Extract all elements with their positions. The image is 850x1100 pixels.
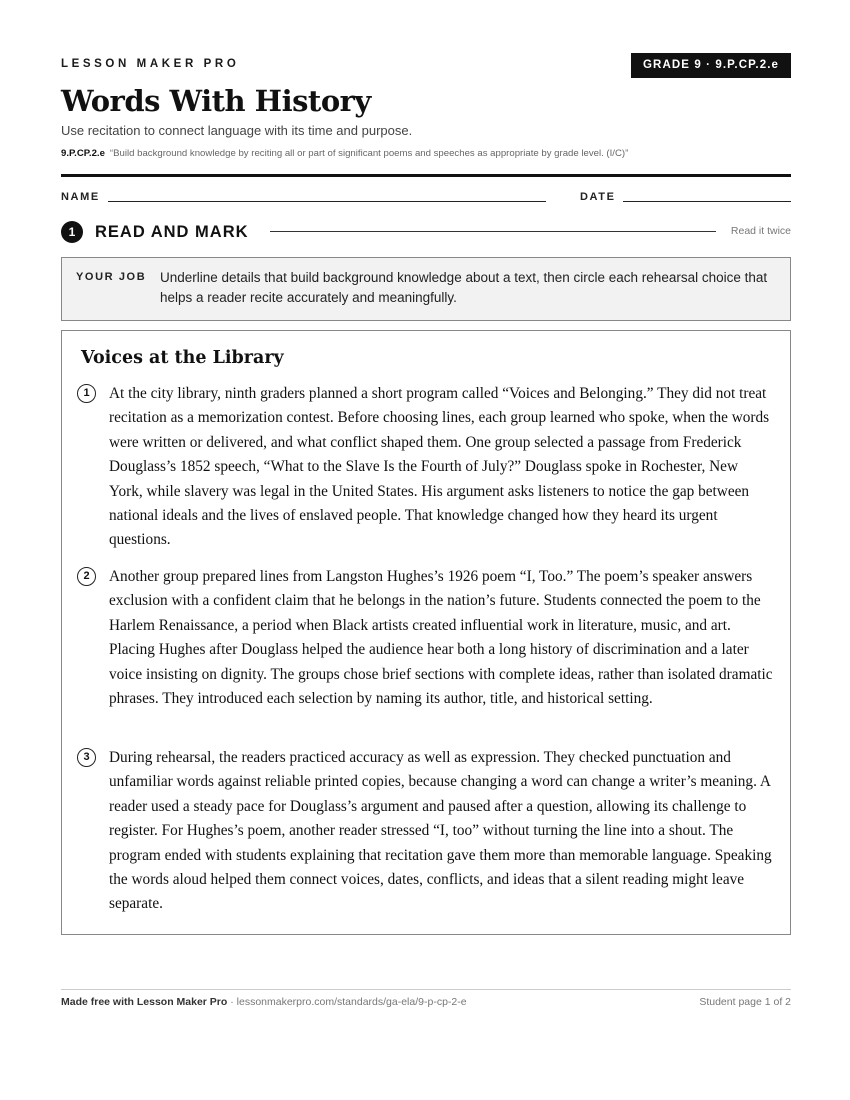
footer-page-number: Student page 1 of 2 xyxy=(699,996,791,1008)
footer-credit xyxy=(61,996,467,1008)
name-field[interactable] xyxy=(108,201,546,202)
brand-name: LESSON MAKER PRO xyxy=(61,58,240,70)
section-note: Read it twice xyxy=(730,225,791,237)
standard-text: “Build background knowledge by reciting all or part of significant poems and speeches as appropriate by grade level. (I/C)” xyxy=(109,148,629,159)
instructions-box xyxy=(61,257,791,321)
section-number-badge: 1 xyxy=(61,221,83,243)
passage-title: Voices at the Library xyxy=(81,348,284,368)
standard-code: 9.P.CP.2.e xyxy=(61,148,105,159)
paragraph-number-badge: 3 xyxy=(77,748,96,767)
standard-line xyxy=(61,148,628,159)
date-field[interactable] xyxy=(623,201,791,202)
page-title: Words With History xyxy=(61,84,371,118)
instructions-text: Underline details that build background knowledge about a text, then circle each rehearsal choice that helps a reader recite accurately and meaningfully. xyxy=(160,270,768,305)
date-label: DATE xyxy=(580,191,616,203)
passage-paragraph: Another group prepared lines from Langston Hughes’s 1926 poem “I, Too.” The poem’s speaker answers exclusion with a confident claim that he belongs in the nation’s future. Students connected the poem to the Harlem Renaissance, a period when Black artists created influential work in literature, music, and art. Placing Hughes after Douglass helped the audience hear both a long history of discrimination and a later voice insisting on dignity. The groups chose brief sections with complete ideas, rather than isolated dramatic phrases. They introduced each selection by naming its author, title, and historical setting. xyxy=(109,568,773,708)
passage-paragraph: During rehearsal, the readers practiced accuracy as well as expression. They checked punctuation and unfamiliar words against reliable printed copies, because changing a word can change a writer’s meaning. A reader used a steady pace for Douglass’s argument and paused after a question, allowing its challenge to register. For Hughes’s poem, another reader stressed “I, too” without turning the line into a shout. The program ended with students explaining that recitation gave them more than memorable language. Speaking the words aloud helped them connect voices, dates, conflicts, and ideas that a silent reading might leave separate. xyxy=(109,749,772,913)
header-divider xyxy=(61,174,791,177)
paragraph-number-badge: 1 xyxy=(77,384,96,403)
paragraph-number-badge: 2 xyxy=(77,567,96,586)
page-subtitle: Use recitation to connect language with its time and purpose. xyxy=(61,123,413,138)
section-title: READ AND MARK xyxy=(95,223,249,241)
footer-made-with: Made free with Lesson Maker Pro xyxy=(61,996,228,1008)
section-divider xyxy=(270,231,716,232)
reading-passage xyxy=(61,330,791,935)
grade-badge: GRADE 9 · 9.P.CP.2.e xyxy=(631,53,791,78)
name-label: NAME xyxy=(61,191,100,203)
passage-paragraph: At the city library, ninth graders planned a short program called “Voices and Belonging.” They did not treat recitation as a memorization contest. Before choosing lines, each group learned who spoke, when the words were written or delivered, and what conflict shaped them. One group selected a passage from Frederick Douglass’s 1852 speech, “What to the Slave Is the Fourth of July?” Douglass spoke in Rochester, New York, while slavery was legal in the United States. His argument asks listeners to notice the gap between national ideals and the lives of enslaved people. That knowledge changed how they heard its urgent questions. xyxy=(109,385,770,549)
instructions-label: YOUR JOB xyxy=(76,271,147,283)
footer-divider xyxy=(61,989,791,990)
footer-url: · lessonmakerpro.com/standards/ga-ela/9-p-cp-2-e xyxy=(227,996,467,1008)
